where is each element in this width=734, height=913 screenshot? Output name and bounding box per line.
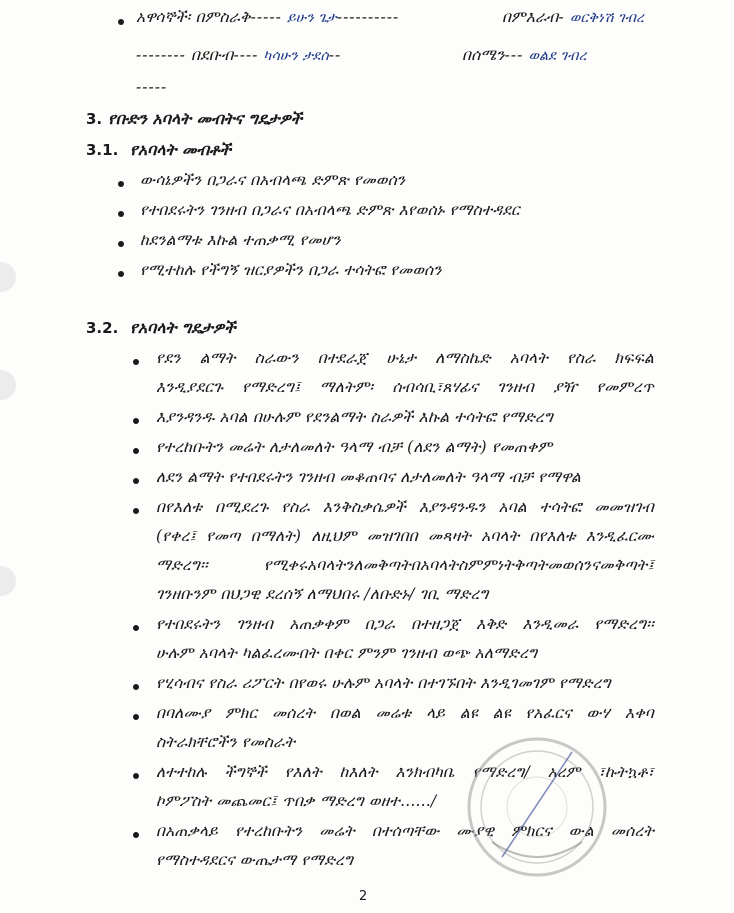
bullet [118, 241, 124, 247]
border-north: በሰሜን--- ወልደ ገብረ [462, 46, 587, 64]
subsection-title: የአባላት መብቶች [130, 140, 231, 159]
bullet [133, 359, 139, 365]
north-label: በሰሜን [462, 46, 505, 64]
list-item: የተበደሩትን ገንዘብ አጠቃቀም በጋራ በተዘጋጀ እቅድ እንዲመራ የማድረግ፡፡ [156, 615, 654, 633]
section-number: 3. [86, 110, 103, 128]
neighbors-label: አዋሳኞች፡ [136, 8, 191, 26]
list-item: ለደን ልማት የተበደሩትን ገንዘብ መቆጠባና ለታለመለት ዓላማ ብቻ የማዋል [156, 468, 582, 486]
subsection-number: 3.1. [86, 141, 119, 159]
bullet [133, 508, 139, 514]
south-signature: ካሳሁን ታደሰ [263, 48, 329, 64]
list-item: ለተተከሉ ችግኞች የእለት ከእለት እንክብካቤ የማድረግ/ አረም ፣ኩትኳቶ፣ [156, 763, 654, 781]
bullet [118, 19, 124, 25]
list-item: የተረከቡትን መሬት ለታለመለት ዓላማ ብቻ (ለደን ልማት) የመጠቀም [156, 438, 553, 456]
section-title: የቡድን አባላት መብትና ግዴታዎች [108, 109, 303, 128]
border-east: አዋሳኞች፡ በምስራቅ----- ይሁን ጌታ---------- [136, 8, 400, 26]
list-item: የደን ልማት ስራውን በተደራጀ ሁኔታ ለማስኬድ አባላት የስራ ክፍፍል [156, 349, 654, 367]
list-item-continuation: ማድረግ፡፡ የሚቀሩአባላትንለመቅጣትበአባላትስምምነትቅጣትመወሰንናመቅጣት፤ [156, 556, 654, 574]
border-west: በምእራብ- ወርቅነሽ ገብረ [502, 8, 645, 26]
list-item-continuation: ሁሉም አባላት ካልፈረሙበት በቀር ምንም ገንዘብ ወጭ አለማድረግ [156, 644, 538, 662]
bullet [118, 271, 124, 277]
list-item: ከደንልማቱ እኩል ተጠቃሚ የመሆን [140, 231, 341, 249]
bullet [133, 773, 139, 779]
south-label: በደቡብ [191, 46, 234, 64]
list-item: ውሳኔዎችን በጋራና በአብላጫ ድምጽ የመወሰን [140, 171, 406, 189]
list-item-continuation: የማስተዳደርና ውጤታማ የማድረግ [156, 851, 354, 869]
bullet [133, 714, 139, 720]
west-label: በምእራብ [502, 8, 559, 26]
bullet [118, 181, 124, 187]
punch-hole [0, 370, 16, 400]
list-item-continuation: ኮምፖስት መጨመር፤ ጥበቃ ማድረግ ወዘተ....../ [156, 792, 437, 810]
punch-hole [0, 262, 16, 292]
subsection-number: 3.2. [86, 319, 119, 337]
subsection-title: የአባላት ግዴታዎች [130, 318, 236, 337]
bullet [133, 625, 139, 631]
punch-hole [0, 566, 16, 596]
east-signature: ይሁን ጌታ [286, 10, 337, 26]
west-signature: ወርቅነሽ ገብረ [569, 10, 645, 26]
lead-dashes: -------- [136, 46, 186, 64]
official-stamp [462, 732, 612, 882]
list-item: የተበደሩትን ገንዘብ በጋራና በአብላጫ ድምጽ እየወሰኑ የማስተዳደር [140, 201, 520, 219]
border-south: -------- በደቡብ---- ካሳሁን ታደሰ-- [136, 46, 342, 64]
bullet [133, 478, 139, 484]
page-number: 2 [359, 889, 368, 904]
east-label: በምስራቅ [195, 8, 251, 26]
list-item: እያንዳንዱ አባል በሁሉም የደንልማት ስራዎች እኩል ተሳትፎ የማድረግ [156, 408, 554, 426]
north-signature: ወልደ ገብረ [528, 48, 587, 64]
bullet [133, 684, 139, 690]
list-item: በባለሙያ ምክር መሰረት በወል መሬቱ ላይ ልዩ ልዩ የአፈርና ውሃ እቀባ [156, 704, 654, 722]
bullet [133, 418, 139, 424]
bullet [133, 448, 139, 454]
list-item: በአጠቃላይ የተረከቡትን መሬት በተሰጣቸው ሙያዊ ምክርና ውል መሰረት [156, 822, 654, 840]
list-item-continuation: ገንዘቡንም በህጋዊ ደረሰኝ ለማህበሩ /ለቡድኑ/ ገቢ ማድረግ [156, 585, 489, 603]
list-item-continuation: (የቀረ፤ የመጣ በማለት) ለዚህም መዝገበበ መጻዛት አባላት በየእለቱ እንዲፈርሙ [156, 527, 654, 545]
list-item: የሚተከሉ የችግኝ ዝርያዎችን በጋራ ተሳትፎ የመወሰን [140, 261, 442, 279]
list-item: በየእለቱ በሚደረጉ የስራ እንቅስቃሴዎች እያንዳንዱን አባል ተሳትፎ መመዝገብ [156, 498, 654, 516]
list-item-continuation: ስትራክቸሮችን የመስራት [156, 733, 296, 751]
bullet [133, 832, 139, 838]
bullet [118, 211, 124, 217]
list-item-continuation: እንዲያደርጉ የማድረግ፤ ማለትም፡ ሰብሳቢ፣ጸሃፊና ገንዘብ ያዥ የመምረጥ [156, 378, 654, 396]
trailing-dashes: ----- [136, 78, 168, 96]
list-item: የሂሳብና የስራ ሪፖርት በየወሩ ሁሉም አባላት በተገኙበት እንዲገመገም የማድረግ [156, 674, 611, 692]
